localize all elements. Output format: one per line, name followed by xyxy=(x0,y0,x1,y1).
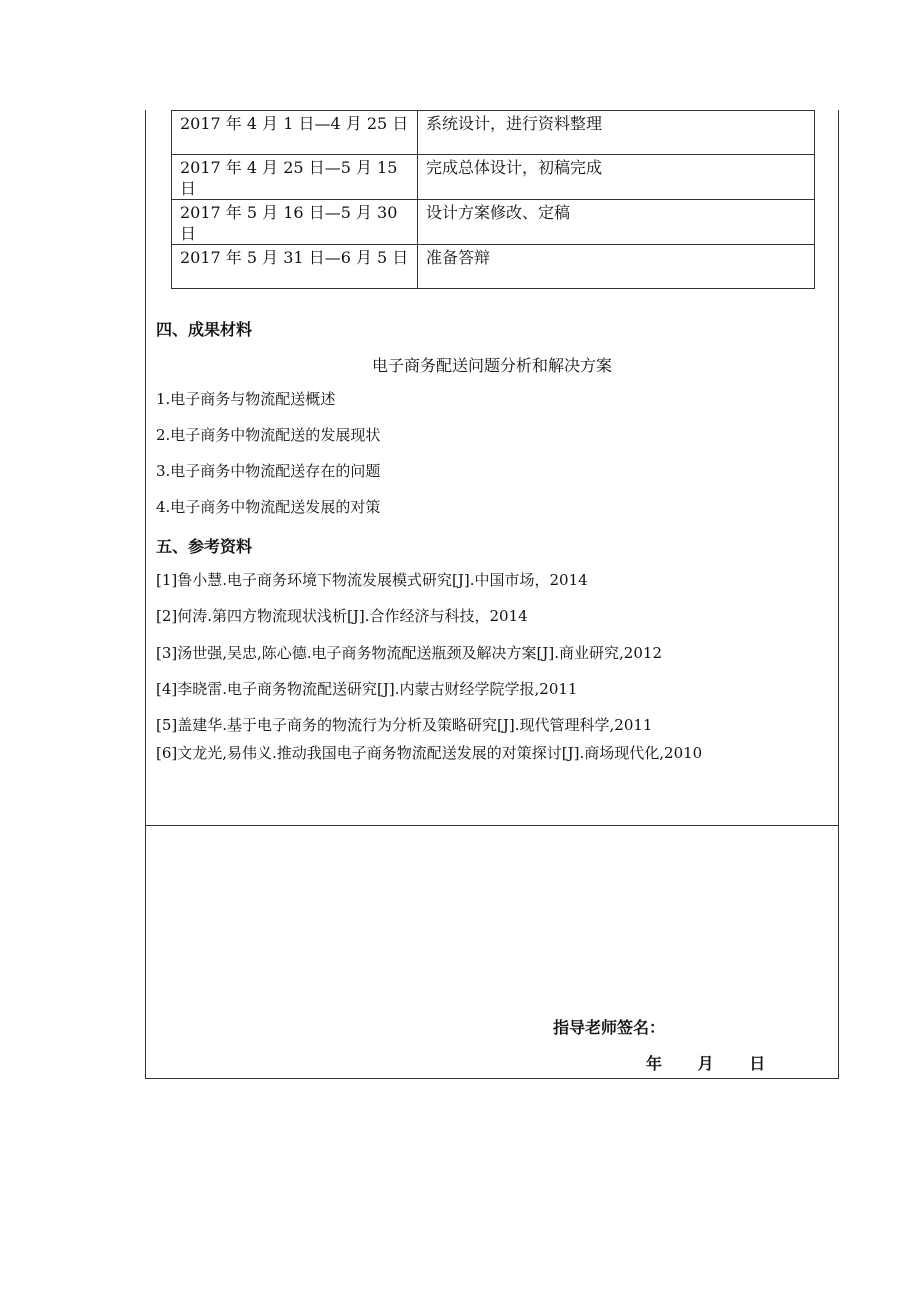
section4-heading: 四、成果材料 xyxy=(156,320,253,339)
schedule-date: 2017 年 4 月 25 日—5 月 15 日 xyxy=(172,155,418,200)
reference-item: [5]盖建华.基于电子商务的物流行为分析及策略研究[J].现代管理科学,2011 xyxy=(156,716,653,734)
reference-item: [2]何涛.第四方物流现状浅析[J].合作经济与科技，2014 xyxy=(156,607,528,625)
table-row xyxy=(172,111,815,155)
section4-subtitle: 电子商务配送问题分析和解决方案 xyxy=(371,356,612,375)
schedule-task: 准备答辩 xyxy=(418,245,815,289)
date-month-label: 月 xyxy=(697,1054,714,1073)
section5-heading: 五、参考资料 xyxy=(156,537,253,556)
schedule-date: 2017 年 4 月 1 日—4 月 25 日 xyxy=(172,111,418,155)
list-item: 3.电子商务中物流配送存在的问题 xyxy=(156,462,381,480)
reference-item: [6]文龙光,易伟义.推动我国电子商务物流配送发展的对策探讨[J].商场现代化,2010 xyxy=(156,744,703,762)
reference-item: [3]汤世强,吴忠,陈心德.电子商务物流配送瓶颈及解决方案[J].商业研究,2012 xyxy=(156,644,662,662)
schedule-task: 系统设计，进行资料整理 xyxy=(418,111,815,155)
schedule-task: 设计方案修改、定稿 xyxy=(418,200,815,245)
advisor-signature-label: 指导老师签名： xyxy=(553,1018,666,1037)
section-divider xyxy=(146,825,838,826)
signature-date xyxy=(646,1051,795,1074)
list-item: 1.电子商务与物流配送概述 xyxy=(156,390,336,408)
schedule-date: 2017 年 5 月 16 日—5 月 30 日 xyxy=(172,200,418,245)
table-row xyxy=(172,155,815,200)
schedule-task: 完成总体设计，初稿完成 xyxy=(418,155,815,200)
table-row xyxy=(172,245,815,289)
schedule-table xyxy=(171,110,815,289)
reference-item: [4]李晓雷.电子商务物流配送研究[J].内蒙古财经学院学报,2011 xyxy=(156,680,578,698)
schedule-date: 2017 年 5 月 31 日—6 月 5 日 xyxy=(172,245,418,289)
list-item: 4.电子商务中物流配送发展的对策 xyxy=(156,498,381,516)
reference-item: [1]鲁小慧.电子商务环境下物流发展模式研究[J].中国市场，2014 xyxy=(156,571,588,589)
table-row xyxy=(172,200,815,245)
list-item: 2.电子商务中物流配送的发展现状 xyxy=(156,426,381,444)
date-day-label: 日 xyxy=(749,1054,766,1073)
form-frame xyxy=(145,110,839,1079)
date-year-label: 年 xyxy=(646,1054,663,1073)
